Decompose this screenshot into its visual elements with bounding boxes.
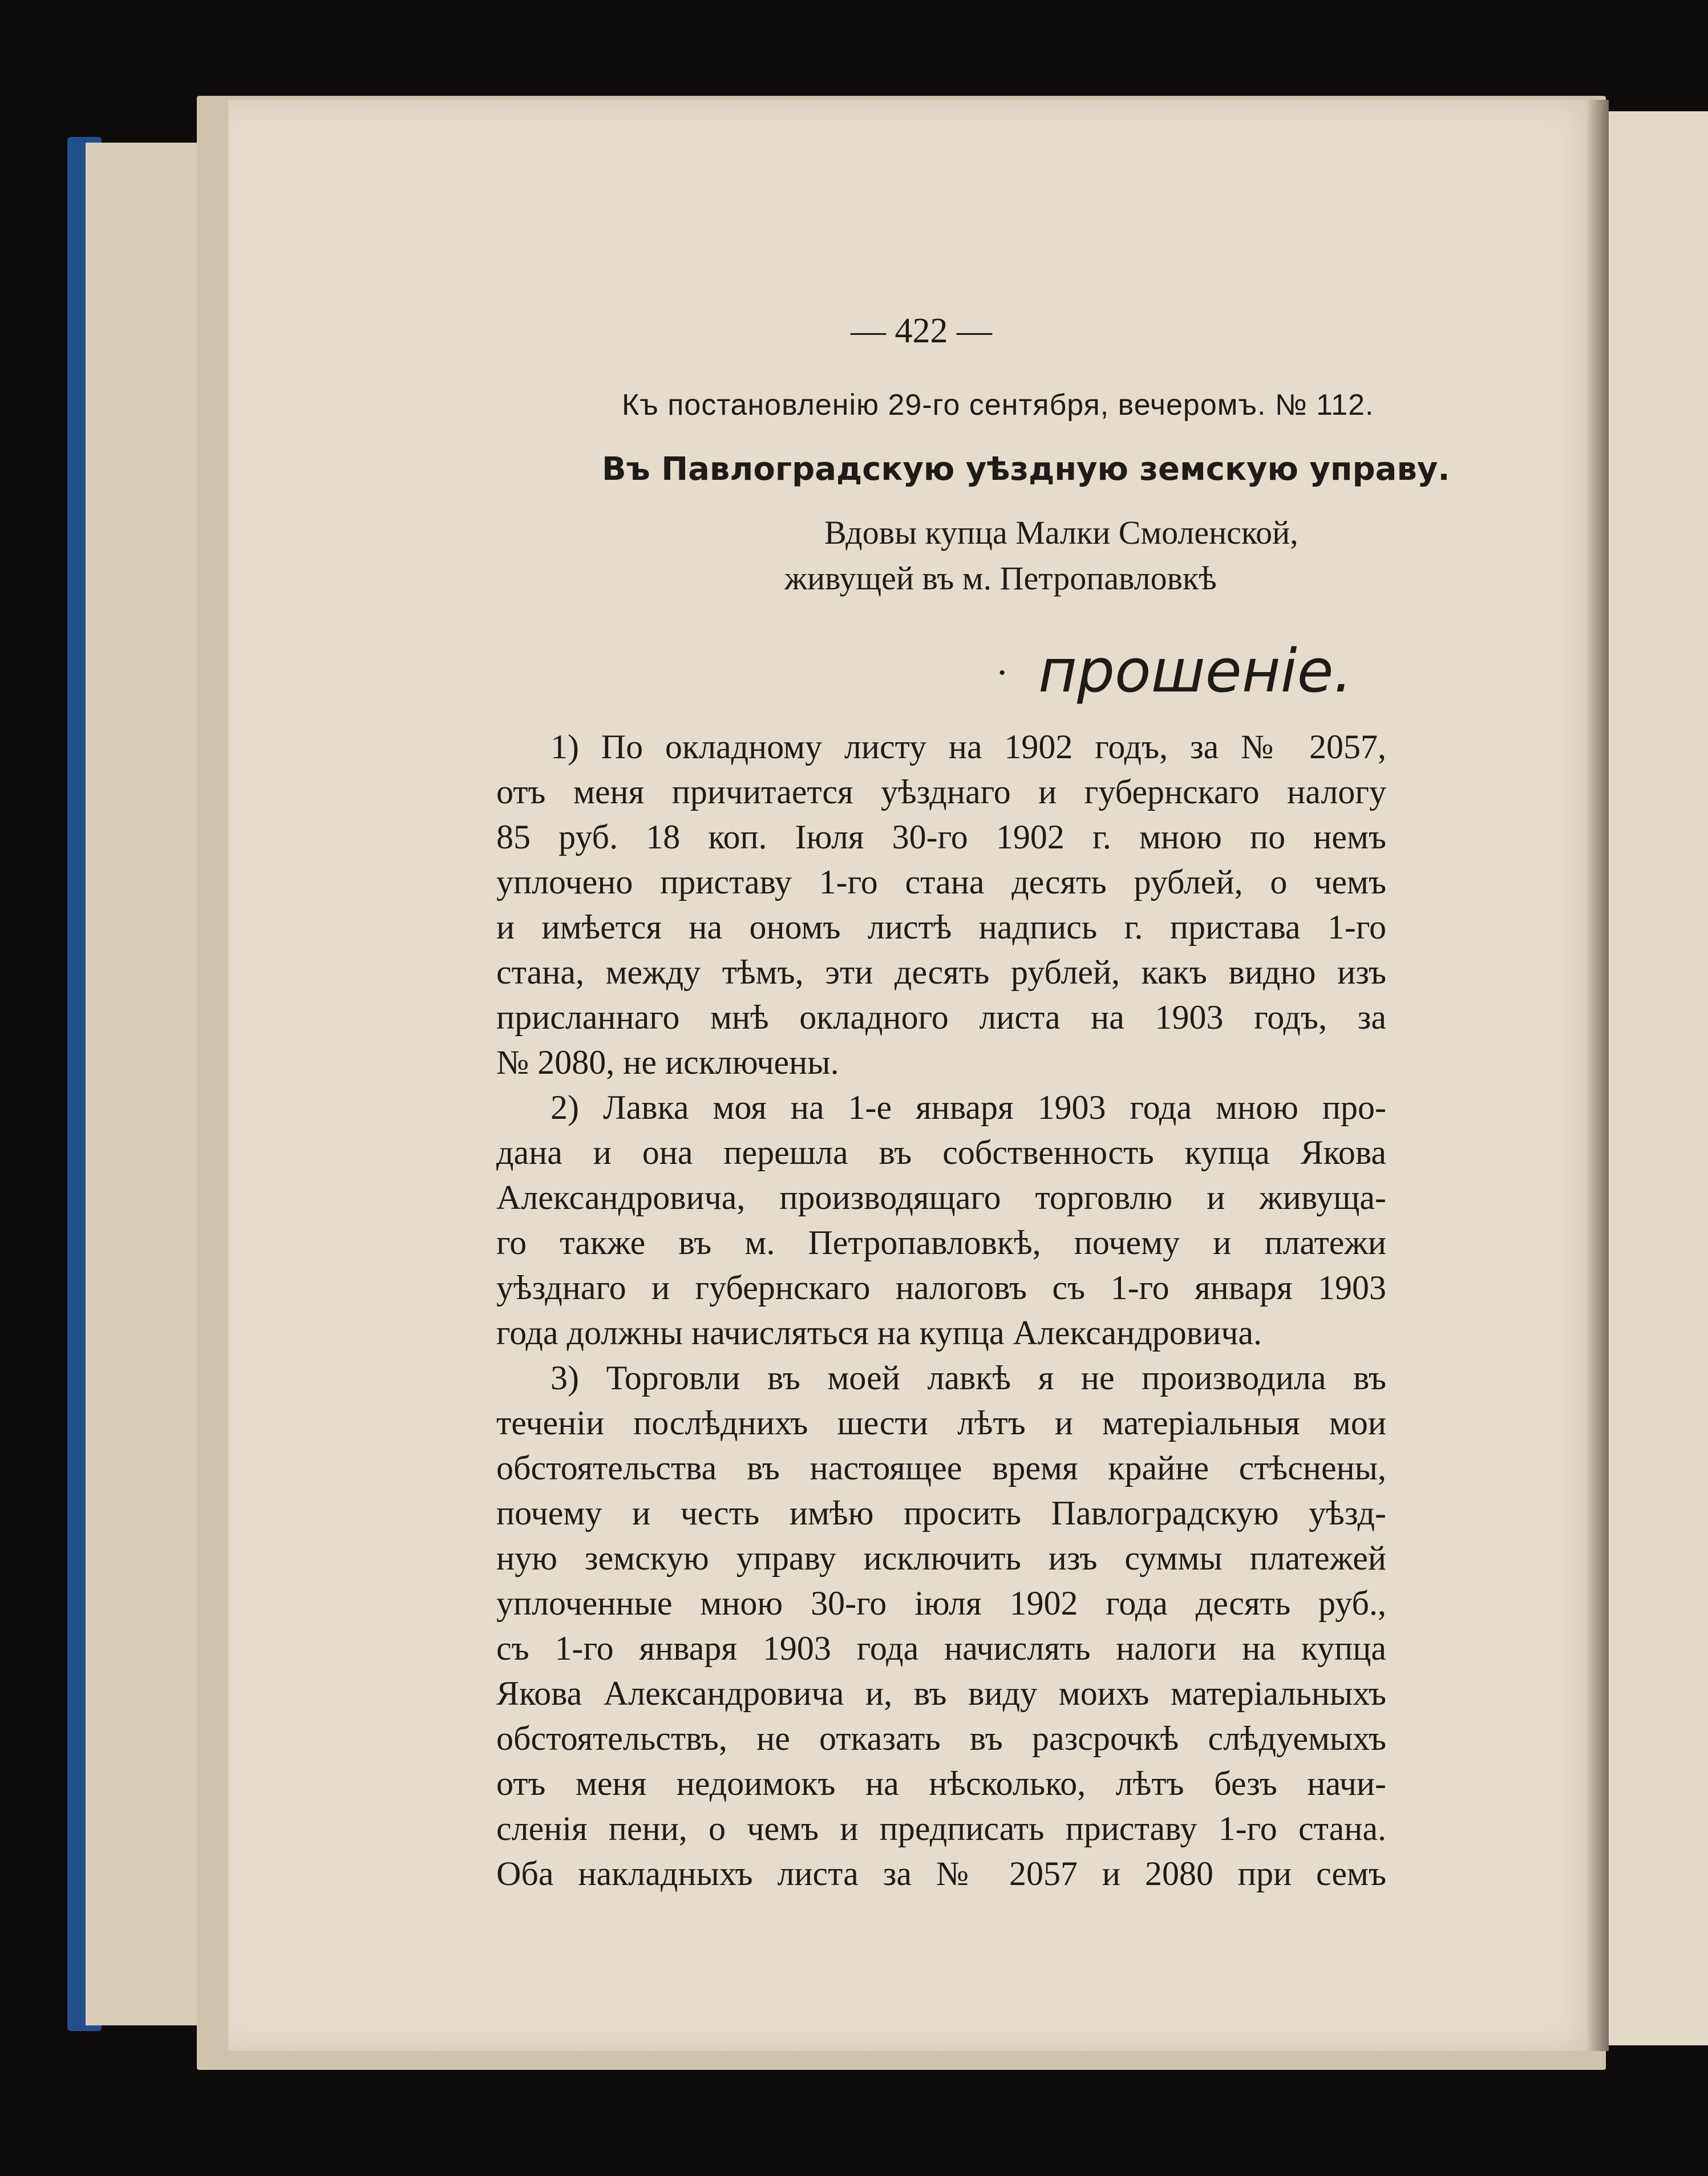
body-line: 2) Лавка моя на 1-е января 1903 года мною про- (551, 1089, 1386, 1126)
addressee-heading: Въ Павлоградскую уѣздную земскую управу. (602, 451, 1450, 488)
body-line: № 2080, не исключены. (496, 1043, 839, 1081)
body-line: 3) Торговли въ моей лавкѣ я не производила въ (551, 1359, 1386, 1397)
title-dot: · (995, 651, 1009, 695)
body-line: отъ меня недоимокъ на нѣсколько, лѣтъ безъ начи- (496, 1765, 1386, 1802)
facing-page-edge (1609, 111, 1708, 2045)
body-line: го также въ м. Петропавловкѣ, почему и платежи (496, 1224, 1386, 1261)
petition-body (496, 725, 1386, 1896)
body-line: года должны начисляться на купца Александровича. (496, 1314, 1262, 1352)
body-line: присланнаго мнѣ окладного листа на 1903 годъ, за (496, 998, 1386, 1036)
body-line: дана и она перешла въ собственность купца Якова (496, 1134, 1386, 1171)
document-title: прошеніе. (1038, 636, 1353, 706)
page-number-container (793, 0, 1050, 399)
body-line: и имѣется на ономъ листѣ надпись г. пристава 1-го (496, 908, 1386, 946)
body-line: отъ меня причитается уѣзднаго и губернскаго налогу (496, 773, 1386, 811)
body-line: Якова Александровича и, въ виду моихъ матеріальныхъ (496, 1675, 1386, 1712)
body-line: уплоченные мною 30-го іюля 1902 года десять руб., (496, 1584, 1386, 1622)
body-line: Александровича, производящаго торговлю и живуща- (496, 1179, 1386, 1216)
body-line: сленія пени, о чемъ и предписать приставу 1-го стана. (496, 1810, 1386, 1847)
body-line: уѣзднаго и губернскаго налоговъ съ 1-го января 1903 (496, 1269, 1386, 1307)
body-line: обстоятельствъ, не отказать въ разсрочкѣ слѣдуемыхъ (496, 1720, 1386, 1757)
body-line: уплочено приставу 1-го стана десять рублей, о чемъ (496, 863, 1386, 901)
page-number: — 422 — (851, 312, 992, 350)
body-line: ную земскую управу исключить изъ суммы платежей (496, 1539, 1386, 1577)
body-line: стана, между тѣмъ, эти десять рублей, какъ видно изъ (496, 953, 1386, 991)
body-line: съ 1-го января 1903 года начислять налоги на купца (496, 1629, 1386, 1667)
sender-line-1: Вдовы купца Малки Смоленской, (824, 514, 1298, 551)
body-line: Оба накладныхъ листа за № 2057 и 2080 при семъ (496, 1855, 1386, 1892)
body-line: 85 руб. 18 коп. Іюля 30-го 1902 г. мною по немъ (496, 818, 1386, 856)
body-line: 1) По окладному листу на 1902 годъ, за № 2057, (551, 728, 1386, 766)
body-line: обстоятельства въ настоящее время крайне стѣснены, (496, 1449, 1386, 1487)
body-line: почему и честь имѣю просить Павлоградскую уѣзд- (496, 1494, 1386, 1532)
body-line: теченіи послѣднихъ шести лѣтъ и матеріальныя мои (496, 1404, 1386, 1442)
book-gutter (1586, 100, 1609, 2051)
reference-line: Къ постановленію 29-го сентября, вечеромъ. № 112. (622, 389, 1374, 422)
sender-line-2: живущей въ м. Петропавловкѣ (784, 560, 1217, 597)
